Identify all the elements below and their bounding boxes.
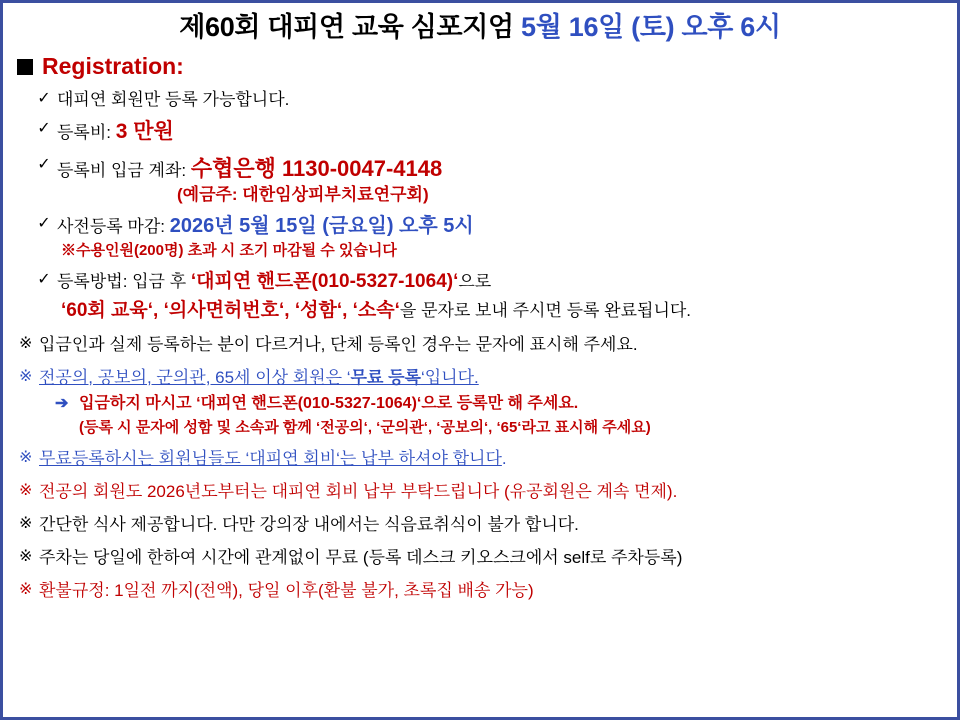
note-text-highlight: 무료 등록 [350, 367, 421, 387]
note-sub-paren: (등록 시 문자에 성함 및 소속과 함께 ‘전공의‘, ‘군의관‘, ‘공보의‘, ‘65‘라고 표시해 주세요) [79, 418, 651, 436]
note-item [19, 481, 943, 503]
fee-value: 3 만원 [115, 120, 174, 144]
note-text-part-c: . [501, 448, 507, 468]
note-item [19, 580, 943, 602]
method-phone: ‘대피연 핸드폰(010-5327-1064)‘ [190, 271, 459, 293]
method-required-fields: ‘60회 교육‘, ‘의사면허번호‘, ‘성함‘, ‘소속‘ [61, 299, 400, 321]
registration-content [3, 89, 957, 602]
deadline-value: 2026년 5월 15일 (금요일) 오후 5시 [169, 215, 474, 238]
list-item [19, 119, 943, 145]
note-item [19, 547, 943, 569]
note-text: 환불규정: 1일전 까지(전액), 당일 이후(환불 불가, 초록집 배송 가능) [39, 580, 534, 600]
account-holder: (예금주: 대한임상피부치료연구회) [177, 185, 429, 205]
list-item-text [57, 214, 943, 261]
note-text: 간단한 식사 제공합니다. 다만 강의장 내에서는 식음료취식이 불가 합니다. [39, 514, 579, 534]
fee-label: 등록비: [57, 123, 116, 143]
note-text-part-a: 전공의, 공보의, 군의관, 65세 이상 회원은 ‘ [39, 367, 351, 387]
account-number: 수협은행 1130-0047-4148 [190, 155, 443, 181]
note-text-part-a: 무료등록하시는 회원님들도 ‘대피연 회비‘는 납부 하셔야 합니다 [39, 448, 502, 468]
note-item [19, 334, 943, 356]
page-title-main: 제60회 대피연 교육 심포지엄 [179, 12, 522, 42]
check-icon: ✓ [37, 90, 51, 108]
note-sub-text: 입금하지 마시고 ‘대피연 핸드폰(010-5327-1064)‘으로 등록만 해 주세요. [79, 394, 579, 412]
list-item [19, 270, 943, 323]
note-item [19, 367, 943, 389]
asterisk-icon: ※ [19, 367, 33, 385]
asterisk-icon: ※ [19, 580, 33, 598]
note-sub-item [55, 394, 943, 415]
capacity-note: ※수용인원(200명) 초과 시 조기 마감될 수 있습니다 [61, 242, 397, 260]
note-item [19, 448, 943, 470]
note-item [19, 514, 943, 536]
note-text [39, 448, 943, 470]
method-line2-tail: 을 문자로 보내 주시면 등록 완료됩니다. [399, 300, 692, 320]
note-text [39, 367, 943, 389]
method-label: 등록방법: 입금 후 [57, 272, 191, 292]
page-title [13, 12, 947, 43]
check-icon: ✓ [37, 155, 51, 173]
asterisk-icon: ※ [19, 547, 33, 565]
registration-section-heading [17, 53, 957, 80]
list-item-text [57, 119, 943, 145]
list-item [19, 89, 943, 110]
asterisk-icon: ※ [19, 481, 33, 499]
registration-heading-label: Registration: [42, 53, 184, 80]
list-item [19, 214, 943, 261]
deadline-label: 사전등록 마감: [57, 217, 170, 237]
list-item-text [57, 270, 943, 323]
page-title-date: 5월 16일 (토) 오후 6시 [521, 12, 781, 42]
check-icon: ✓ [37, 271, 51, 289]
method-line2 [61, 299, 943, 323]
note-text: 주차는 당일에 한하여 시간에 관계없이 무료 (등록 데스크 키오스크에서 self로 주차등록) [39, 547, 683, 567]
check-icon: ✓ [37, 120, 51, 138]
list-item-text [57, 155, 943, 206]
note-text-part-c: ‘입니다. [420, 367, 479, 387]
account-label: 등록비 입금 계좌: [57, 160, 191, 180]
arrow-icon: ➔ [55, 394, 69, 412]
asterisk-icon: ※ [19, 334, 33, 352]
method-tail: 으로 [458, 272, 492, 292]
asterisk-icon: ※ [19, 514, 33, 532]
note-text: 전공의 회원도 2026년도부터는 대피연 회비 납부 부탁드립니다 (유공회원은 계속 면제). [39, 481, 678, 501]
square-bullet-icon [17, 59, 33, 75]
list-item [19, 155, 943, 206]
asterisk-icon: ※ [19, 448, 33, 466]
note-text: 입금인과 실제 등록하는 분이 다르거나, 단체 등록인 경우는 문자에 표시해 주세요. [39, 334, 638, 354]
check-icon: ✓ [37, 215, 51, 233]
list-item-text: 대피연 회원만 등록 가능합니다. [57, 90, 290, 110]
